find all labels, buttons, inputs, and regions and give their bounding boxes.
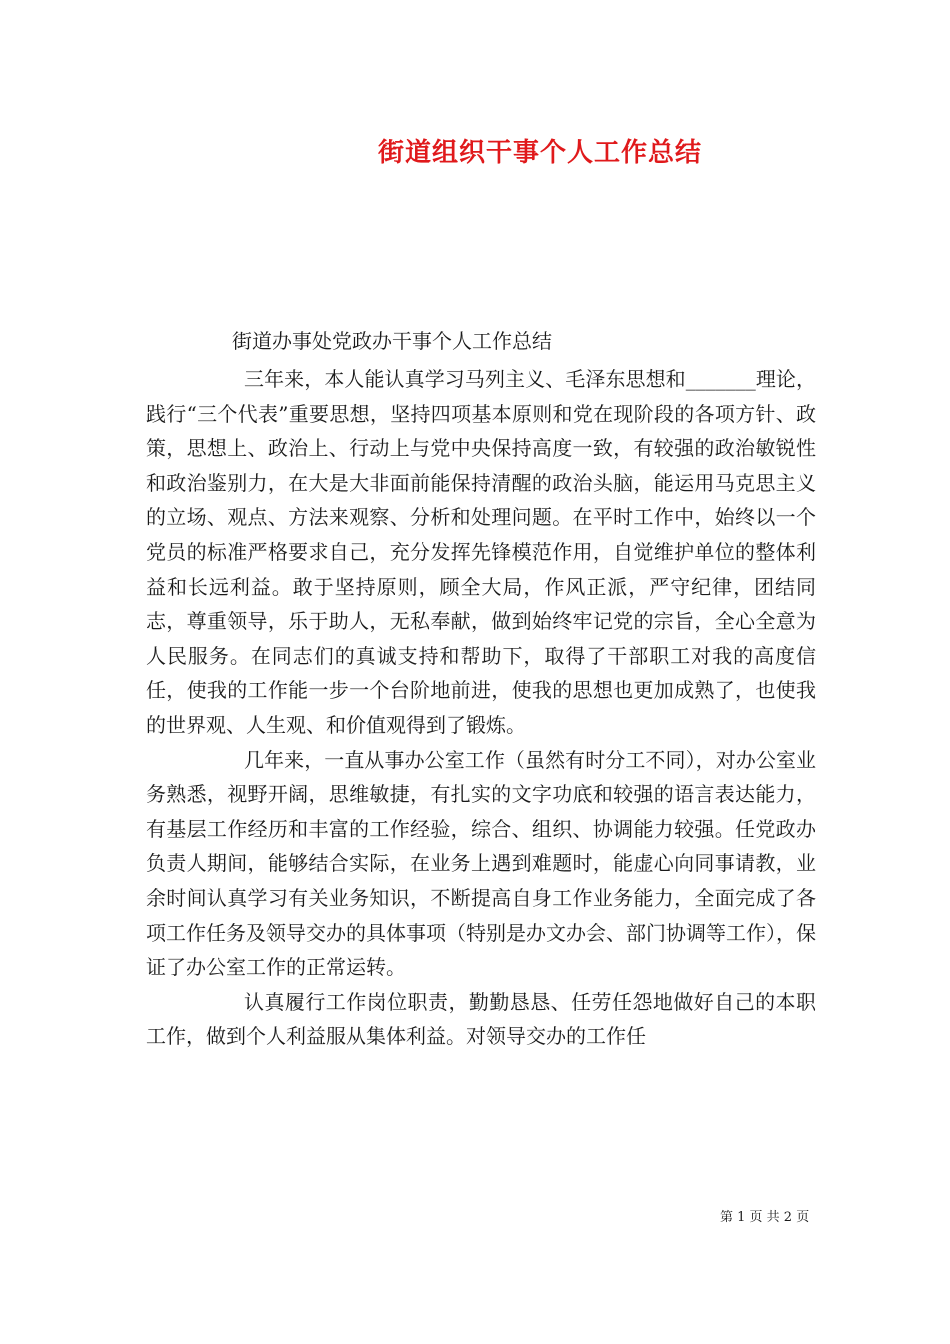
document-title: 街道组织干事个人工作总结 — [377, 138, 702, 168]
document-body — [146, 362, 816, 1054]
body-paragraph-2: 几年来，一直从事办公室工作（虽然有时分工不同），对办公室业务熟悉，视野开阔，思维敏捷，有扎实的文字功底和较强的语言表达能力，有基层工作经历和丰富的工作经验，综合、组织、协调能力较强。任党政办负责人期间，能够结合实际，在业务上遇到难题时，能虚心向同事请教，业余时间认真学习有关业务知识，不断提高自身工作业务能力，全面完成了各项工作任务及领导交办的具体事项（特别是办文办会、部门协调等工作），保证了办公室工作的正常运转。 — [146, 747, 816, 980]
body-paragraph-3: 认真履行工作岗位职责，勤勤恳恳、任劳任怨地做好自己的本职工作，做到个人利益服从集体利益。对领导交办的工作任 — [146, 989, 816, 1049]
page-footer: 第 1 页 共 2 页 — [720, 1210, 810, 1225]
document-subtitle: 街道办事处党政办干事个人工作总结 — [232, 329, 552, 353]
body-paragraph-1: 三年来，本人能认真学习马列主义、毛泽东思想和_______理论，践行“三个代表”重要思想，坚持四项基本原则和党在现阶段的各项方针、政策，思想上、政治上、行动上与党中央保持高度一致，有较强的政治敏锐性和政治鉴别力，在大是大非面前能保持清醒的政治头脑，能运用马克思主义的立场、观点、方法来观察、分析和处理问题。在平时工作中，始终以一个党员的标准严格要求自己，充分发挥先锋模范作用，自觉维护单位的整体利益和长远利益。敢于坚持原则，顾全大局，作风正派，严守纪律，团结同志，尊重领导，乐于助人，无私奉献，做到始终牢记党的宗旨，全心全意为人民服务。在同志们的真诚支持和帮助下，取得了干部职工对我的高度信任，使我的工作能一步一个台阶地前进，使我的思想也更加成熟了，也使我的世界观、人生观、和价值观得到了锻炼。 — [146, 367, 816, 737]
